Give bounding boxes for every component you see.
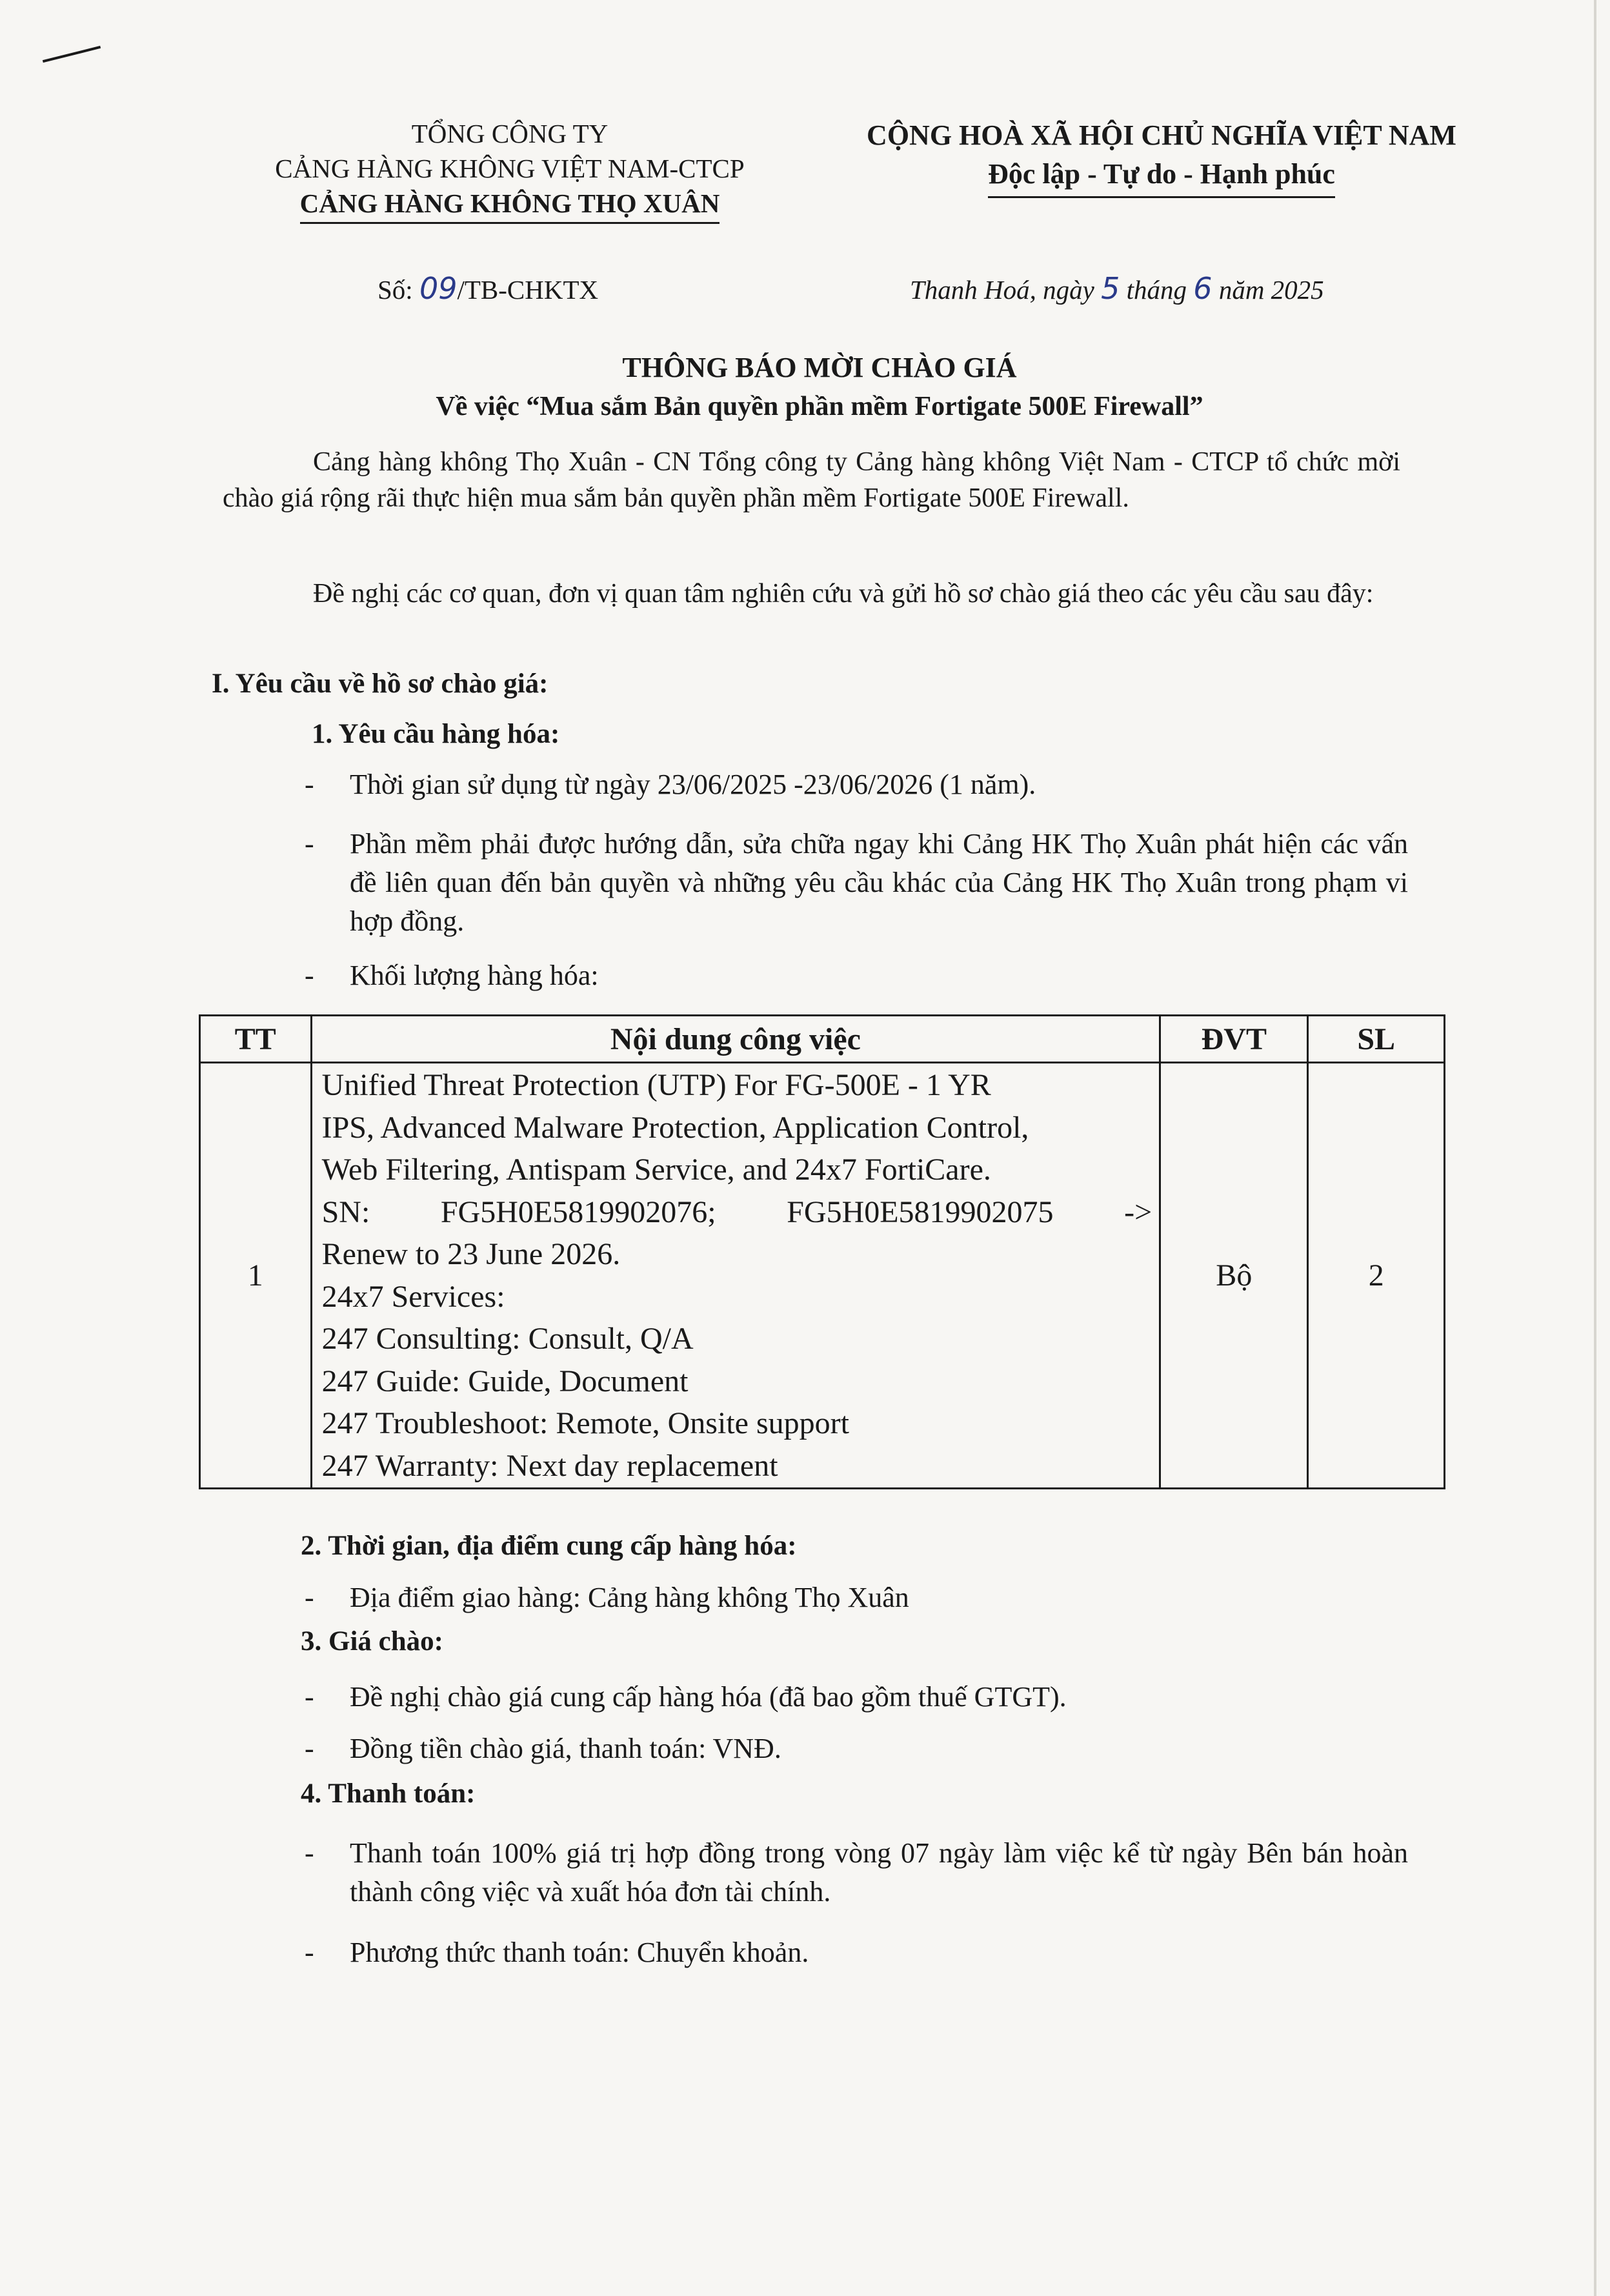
sn-1: FG5H0E5819902076; xyxy=(440,1194,716,1229)
date-part-1: Thanh Hoá, ngày xyxy=(910,275,1094,305)
page-edge xyxy=(1594,0,1596,2296)
issuer-line-1: TỔNG CÔNG TY xyxy=(411,119,609,148)
subsection-1-heading: 1. Yêu cầu hàng hóa: xyxy=(312,719,560,749)
cell-unit: Bộ xyxy=(1160,1063,1308,1489)
list-item xyxy=(305,1578,1408,1617)
content-line: 24x7 Services: xyxy=(321,1279,505,1314)
document-subtitle: Về việc “Mua sắm Bản quyền phần mềm Fortigate 500E Firewall” xyxy=(436,392,1203,421)
intro-paragraph-1 xyxy=(223,444,1400,516)
number-handwritten: 09 xyxy=(419,271,458,306)
document-date xyxy=(910,271,1324,306)
serial-number-line xyxy=(322,1191,1152,1234)
date-day: 5 xyxy=(1101,271,1120,306)
list-item-text: Địa điểm giao hàng: Cảng hàng không Thọ Xuân xyxy=(350,1582,909,1613)
list-item-text: Đề nghị chào giá cung cấp hàng hóa (đã bao gồm thuế GTGT). xyxy=(350,1681,1067,1713)
issuer-line-2: CẢNG HÀNG KHÔNG VIỆT NAM-CTCP xyxy=(275,154,745,183)
content-line: Web Filtering, Antispam Service, and 24x7 FortiCare. xyxy=(321,1153,991,1187)
list-item xyxy=(305,765,1408,804)
document-title: THÔNG BÁO MỜI CHÀO GIÁ xyxy=(622,352,1017,383)
pen-mark xyxy=(43,46,101,63)
subsection-2-heading: 2. Thời gian, địa điểm cung cấp hàng hóa: xyxy=(301,1531,797,1561)
list-dash: - xyxy=(305,1681,314,1713)
list-dash: - xyxy=(305,1937,314,1968)
intro-paragraph-1-text: Cảng hàng không Thọ Xuân - CN Tổng công ty Cảng hàng không Việt Nam - CTCP tổ chức mời chào giá rộng rãi thực hiện mua sắm bản quyền phần mềm Fortigate 500E Firewall. xyxy=(223,447,1400,513)
list-dash: - xyxy=(305,960,314,991)
cell-content xyxy=(311,1063,1160,1489)
list-item xyxy=(305,825,1408,941)
sn-label: SN: xyxy=(321,1194,370,1229)
cell-quantity: 2 xyxy=(1308,1063,1445,1489)
list-dash: - xyxy=(305,1733,314,1764)
content-line: IPS, Advanced Malware Protection, Application Control, xyxy=(321,1110,1029,1145)
header-tt: TT xyxy=(200,1016,312,1063)
content-line: 247 Troubleshoot: Remote, Onsite support xyxy=(321,1406,849,1440)
list-dash: - xyxy=(305,769,314,800)
list-dash: - xyxy=(305,1837,314,1869)
header-content: Nội dung công việc xyxy=(311,1016,1160,1063)
national-title-block xyxy=(826,116,1497,198)
date-month: 6 xyxy=(1193,271,1213,306)
list-item-text: Phần mềm phải được hướng dẫn, sửa chữa ngay khi Cảng HK Thọ Xuân phát hiện các vấn đề liên quan đến bản quyền và những yêu cầu khác của Cảng HK Thọ Xuân trong phạm vi hợp đồng. xyxy=(350,828,1408,937)
content-line: Unified Threat Protection (UTP) For FG-500E - 1 YR xyxy=(321,1068,991,1102)
goods-table xyxy=(199,1014,1445,1489)
number-prefix: Số: xyxy=(377,275,413,305)
number-suffix: /TB-CHKTX xyxy=(457,275,599,305)
sn-arrow: -> xyxy=(1124,1194,1152,1229)
list-item xyxy=(305,956,1408,995)
intro-paragraph-2-text: Đề nghị các cơ quan, đơn vị quan tâm nghiên cứu và gửi hồ sơ chào giá theo các yêu cầu sau đây: xyxy=(313,579,1374,609)
list-dash: - xyxy=(305,1582,314,1613)
subsection-3-heading: 3. Giá chào: xyxy=(301,1626,443,1657)
list-item-text: Phương thức thanh toán: Chuyển khoản. xyxy=(350,1937,809,1968)
national-title: CỘNG HOÀ XÃ HỘI CHỦ NGHĨA VIỆT NAM xyxy=(867,119,1456,151)
subsection-4-heading: 4. Thanh toán: xyxy=(301,1778,476,1809)
content-line: 247 Guide: Guide, Document xyxy=(321,1364,689,1398)
date-part-3: năm 2025 xyxy=(1218,275,1324,305)
table-row xyxy=(200,1063,1445,1489)
list-item xyxy=(305,1834,1408,1911)
list-dash: - xyxy=(305,828,314,860)
list-item xyxy=(305,1729,1408,1768)
list-item xyxy=(305,1678,1408,1717)
table-header-row xyxy=(200,1016,1445,1063)
section-1-heading: I. Yêu cầu về hồ sơ chào giá: xyxy=(212,669,548,699)
header-unit: ĐVT xyxy=(1160,1016,1308,1063)
cell-tt: 1 xyxy=(200,1063,312,1489)
issuer-block xyxy=(219,116,800,224)
list-item-text: Thanh toán 100% giá trị hợp đồng trong vòng 07 ngày làm việc kể từ ngày Bên bán hoàn thành công việc và xuất hóa đơn tài chính. xyxy=(350,1837,1408,1908)
intro-paragraph-2 xyxy=(223,576,1400,612)
list-item-text: Thời gian sử dụng từ ngày 23/06/2025 -23/06/2026 (1 năm). xyxy=(350,769,1036,800)
document-number xyxy=(377,271,598,306)
sn-2: FG5H0E5819902075 xyxy=(787,1194,1054,1229)
list-item-text: Đồng tiền chào giá, thanh toán: VNĐ. xyxy=(350,1733,781,1764)
content-line: Renew to 23 June 2026. xyxy=(321,1237,621,1271)
list-item-text: Khối lượng hàng hóa: xyxy=(350,960,599,991)
list-item xyxy=(305,1933,1408,1972)
issuer-line-3: CẢNG HÀNG KHÔNG THỌ XUÂN xyxy=(300,186,720,224)
content-line: 247 Consulting: Consult, Q/A xyxy=(321,1322,694,1356)
header-quantity: SL xyxy=(1308,1016,1445,1063)
national-motto: Độc lập - Tự do - Hạnh phúc xyxy=(988,155,1335,198)
date-part-2: tháng xyxy=(1126,275,1187,305)
content-line: 247 Warranty: Next day replacement xyxy=(321,1448,778,1483)
